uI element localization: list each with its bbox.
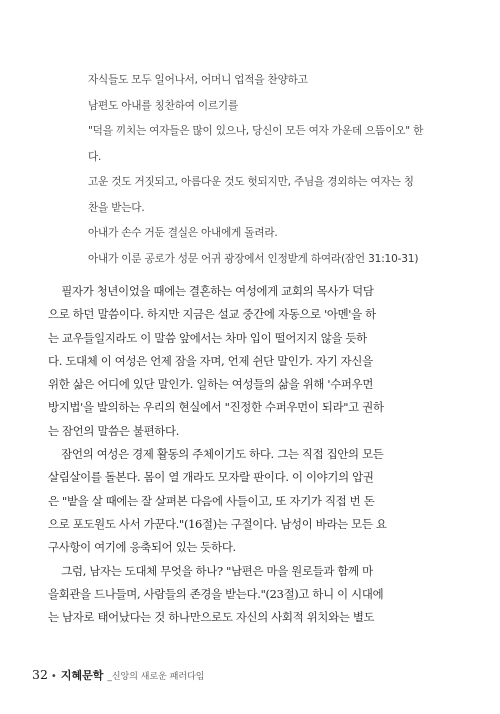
scripture-quote xyxy=(88,68,424,272)
quote-line: 아내가 이룬 공로가 성문 어귀 광장에서 인정받게 하여라(잠언 31:10-31) xyxy=(88,252,419,265)
body-text xyxy=(48,280,456,629)
body-line: 은 "밭을 살 때에는 잘 살펴본 다음에 사들이고, 또 자기가 직접 번 돈 xyxy=(48,493,375,508)
body-line: 는 교우들일지라도 이 말씀 앞에서는 차마 입이 떨어지지 않을 듯하 xyxy=(48,330,367,345)
book-subtitle: _신앙의 새로운 패러다임 xyxy=(107,672,205,682)
body-line: 으로 하던 말씀이다. 하지만 지금은 설교 중간에 자동으로 '아멘'을 하 xyxy=(48,307,376,322)
body-line: 다. 도대체 이 여성은 언제 잠을 자며, 언제 쉰단 말인가. 자기 자신을 xyxy=(48,353,373,368)
body-line: 살림살이를 돌본다. 몸이 열 개라도 모자랄 판이다. 이 이야기의 압권 xyxy=(48,470,374,485)
body-line: 구사항이 여기에 응축되어 있는 듯하다. xyxy=(48,540,236,555)
footer-separator: • xyxy=(50,671,57,682)
body-line: 필자가 청년이었을 때에는 결혼하는 여성에게 교회의 목사가 덕담 xyxy=(48,284,374,298)
page-number: 32 xyxy=(32,667,48,682)
quote-line: 남편도 아내를 칭찬하여 이르기를 xyxy=(88,99,238,112)
body-line: 는 남자로 태어났다는 것 하나만으로도 자신의 사회적 위치와는 별도 xyxy=(48,610,375,625)
page-footer xyxy=(32,667,205,683)
body-line: 잠언의 여성은 경제 활동의 주체이기도 하다. 그는 직접 집안의 모든 xyxy=(48,447,384,462)
quote-line: 고운 것도 거짓되고, 아름다운 것도 헛되지만, 주님을 경외하는 여자는 칭 xyxy=(88,176,414,188)
quote-line: 아내가 손수 거둔 결실은 아내에게 돌려라. xyxy=(88,227,278,239)
book-title: 지혜문학 xyxy=(60,669,104,682)
body-line: 을회관을 드나들며, 사람들의 존경을 받는다."(23절)고 하니 이 시대에 xyxy=(48,586,384,601)
body-line: 방지법'을 발의하는 우리의 현실에서 "진정한 수퍼우먼이 되라"고 권하 xyxy=(48,400,384,415)
quote-line: 다. xyxy=(88,150,102,163)
body-line: 는 잠언의 말씀은 불편하다. xyxy=(48,423,180,438)
body-line: 으로 포도원도 사서 가꾼다."(16절)는 구절이다. 남성이 바라는 모든 요 xyxy=(48,516,387,531)
quote-line: "덕을 끼치는 여자들은 많이 있으나, 당신이 모든 여자 가운데 으뜸이오" 한 xyxy=(88,125,424,137)
quote-line: 찬을 받는다. xyxy=(88,201,145,214)
quote-line: 자식들도 모두 일어나서, 어머니 업적을 찬양하고 xyxy=(88,74,308,86)
body-line: 위한 삶은 어디에 있단 말인가. 일하는 여성들의 삶을 위해 '수퍼우먼 xyxy=(48,377,374,392)
body-line: 그럼, 남자는 도대체 무엇을 하나? "남편은 마을 원로들과 함께 마 xyxy=(48,563,373,578)
